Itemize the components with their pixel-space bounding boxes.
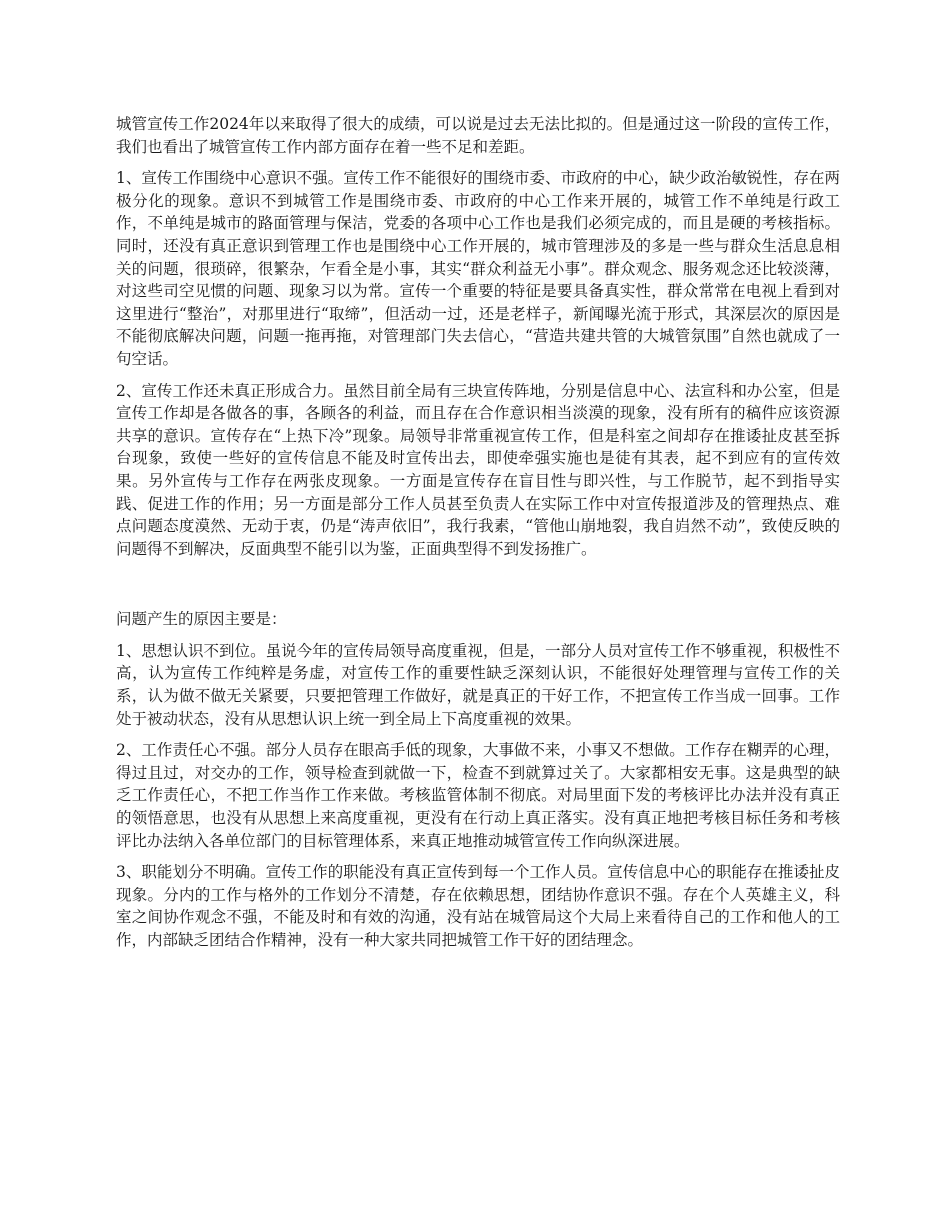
cause-paragraph-1: 1、思想认识不到位。虽说今年的宣传局领导高度重视，但是，一部分人员对宣传工作不够重视，积极性不高，认为宣传工作纯粹是务虚，对宣传工作的重要性缺乏深刻认识，不能很好处理管理与宣传工作的关系，认为做不做无关紧要，只要把管理工作做好，就是真正的干好工作，不把宣传工作当成一回事。工作处于被动状态，没有从思想认识上统一到全局上下高度重视的效果。 <box>116 641 840 728</box>
cause-paragraph-2: 2、工作责任心不强。部分人员存在眼高手低的现象，大事做不来，小事又不想做。工作存在糊弄的心理，得过且过，对交办的工作，领导检查到就做一下，检查不到就算过关了。大家都相安无事。这是典型的缺乏工作责任心，不把工作当作工作来做。考核监管体制不彻底。对局里面下发的考核评比办法并没有真正的领悟意思，也没有从思想上来高度重视，更没有在行动上真正落实。没有真正地把考核目标任务和考核评比办法纳入各单位部门的目标管理体系，来真正地推动城管宣传工作向纵深进展。 <box>116 741 840 850</box>
intro-paragraph: 城管宣传工作2024年以来取得了很大的成绩，可以说是过去无法比拟的。但是通过这一阶段的宣传工作，我们也看出了城管宣传工作内部方面存在着一些不足和差距。 <box>116 115 840 156</box>
problem-paragraph-1: 1、宣传工作围绕中心意识不强。宣传工作不能很好的围绕市委、市政府的中心，缺少政治敏锐性，存在两极分化的现象。意识不到城管工作是围绕市委、市政府的中心工作来开展的，城管工作不单纯是行政工作，不单纯是城市的路面管理与保洁，党委的各项中心工作也是我们必须完成的，而且是硬的考核指标。同时，还没有真正意识到管理工作也是围绕中心工作开展的，城市管理涉及的多是一些与群众生活息息相关的问题，很琐碎，很繁杂，乍看全是小事，其实“群众利益无小事”。群众观念、服务观念还比较淡薄，对这些司空见惯的问题、现象习以为常。宣传一个重要的特征是要具备真实性，群众常常在电视上看到对这里进行“整治”，对那里进行“取缔”，但活动一过，还是老样子，新闻曝光流于形式，其深层次的原因是不能彻底解决问题，问题一拖再拖，对管理部门失去信心，“营造共建共管的大城管氛围”自然也就成了一句空话。 <box>116 169 840 368</box>
cause-paragraph-3: 3、职能划分不明确。宣传工作的职能没有真正宣传到每一个工作人员。宣传信息中心的职能存在推诿扯皮现象。分内的工作与格外的工作划分不清楚，存在依赖思想，团结协作意识不强。存在个人英雄主义，科室之间协作观念不强，不能及时和有效的沟通，没有站在城管局这个大局上来看待自己的工作和他人的工作，内部缺乏团结合作精神，没有一种大家共同把城管工作干好的团结理念。 <box>116 863 840 949</box>
problem-paragraph-2: 2、宣传工作还未真正形成合力。虽然目前全局有三块宣传阵地，分别是信息中心、法宣科和办公室，但是宣传工作却是各做各的事，各顾各的利益，而且存在合作意识相当淡漠的现象，没有所有的稿件应该资源共享的意识。宣传存在“上热下冷”现象。局领导非常重视宣传工作，但是科室之间却存在推诿扯皮甚至拆台现象，致使一些好的宣传信息不能及时宣传出去，即使牵强实施也是徒有其表，起不到应有的宣传效果。另外宣传与工作存在两张皮现象。一方面是宣传存在盲目性与即兴性，与工作脱节，起不到指导实践、促进工作的作用；另一方面是部分工作人员甚至负责人在实际工作中对宣传报道涉及的管理热点、难点问题态度漠然、无动于衷，仍是“涛声依旧”，我行我素，“管他山崩地裂，我自岿然不动”，致使反映的问题得不到解决，反面典型不能引以为鉴，正面典型得不到发扬推广。 <box>116 381 840 558</box>
document-body <box>116 113 840 961</box>
causes-heading: 问题产生的原因主要是： <box>116 610 287 629</box>
